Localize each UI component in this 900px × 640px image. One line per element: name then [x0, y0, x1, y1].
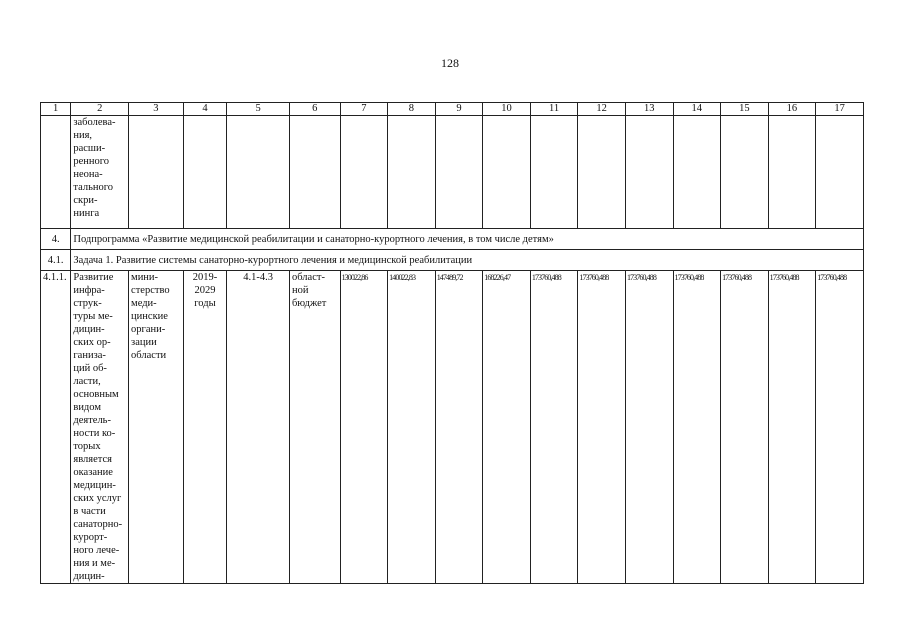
header-cell: 9	[435, 103, 483, 116]
table-cell	[435, 116, 483, 229]
value-cell: 140022,83	[388, 271, 436, 584]
budget-table	[40, 102, 864, 584]
header-cell: 6	[289, 103, 340, 116]
header-cell: 2	[71, 103, 129, 116]
table-cell	[721, 116, 769, 229]
header-cell: 8	[388, 103, 436, 116]
continuation-row	[41, 116, 864, 229]
value-cell: 173760,488	[673, 271, 721, 584]
header-cell: 10	[483, 103, 531, 116]
section-row	[41, 229, 864, 250]
table-cell	[530, 116, 578, 229]
table-cell	[816, 116, 864, 229]
table-cell	[289, 116, 340, 229]
value-cell: 173760,488	[816, 271, 864, 584]
measure-name: Развитие инфра- струк- туры ме- дицин- ских ор- ганиза- ций об- ласти, основным видом деятель- ности ко- торых является оказание медицин- ских услуг в части санаторно- курорт- ного лече- ния и ме- дицин-	[71, 271, 129, 584]
header-cell: 3	[129, 103, 184, 116]
executor-cell: мини- стерство меди- цинские органи- зации области	[129, 271, 184, 584]
value-cell: 147489,72	[435, 271, 483, 584]
table-cell	[340, 116, 388, 229]
value-cell: 168226,47	[483, 271, 531, 584]
header-row	[41, 103, 864, 116]
header-cell: 12	[578, 103, 626, 116]
table-cell	[183, 116, 227, 229]
table-cell	[673, 116, 721, 229]
years-cell: 2019- 2029 годы	[183, 271, 227, 584]
indicators-cell: 4.1-4.3	[227, 271, 290, 584]
table-cell	[41, 116, 71, 229]
funding-source-cell: област- ной бюджет	[289, 271, 340, 584]
section-number: 4.	[41, 229, 71, 250]
value-cell: 173760,488	[625, 271, 673, 584]
task-title: Задача 1. Развитие системы санаторно-курортного лечения и медицинской реабилитации	[71, 250, 864, 271]
section-title: Подпрограмма «Развитие медицинской реабилитации и санаторно-курортного лечения, в том числе детям»	[71, 229, 864, 250]
header-cell: 13	[625, 103, 673, 116]
value-cell: 173760,488	[578, 271, 626, 584]
table-cell	[483, 116, 531, 229]
value-cell: 130022,86	[340, 271, 388, 584]
header-cell: 14	[673, 103, 721, 116]
table-cell	[768, 116, 816, 229]
page-number: 128	[441, 56, 459, 70]
table-cell	[227, 116, 290, 229]
row-number: 4.1.1.	[41, 271, 71, 584]
header-cell: 1	[41, 103, 71, 116]
header-cell: 4	[183, 103, 227, 116]
value-cell: 173760,488	[768, 271, 816, 584]
table-cell	[578, 116, 626, 229]
header-cell: 17	[816, 103, 864, 116]
value-cell: 173760,488	[721, 271, 769, 584]
header-cell: 5	[227, 103, 290, 116]
continuation-name-cell: заболева- ния, расши- ренного неона- тального скри- нинга	[71, 116, 129, 229]
header-cell: 11	[530, 103, 578, 116]
table-cell	[625, 116, 673, 229]
header-cell: 7	[340, 103, 388, 116]
header-cell: 15	[721, 103, 769, 116]
table-row	[41, 271, 864, 584]
task-row	[41, 250, 864, 271]
value-cell: 173760,488	[530, 271, 578, 584]
task-number: 4.1.	[41, 250, 71, 271]
header-cell: 16	[768, 103, 816, 116]
table-cell	[129, 116, 184, 229]
table-cell	[388, 116, 436, 229]
